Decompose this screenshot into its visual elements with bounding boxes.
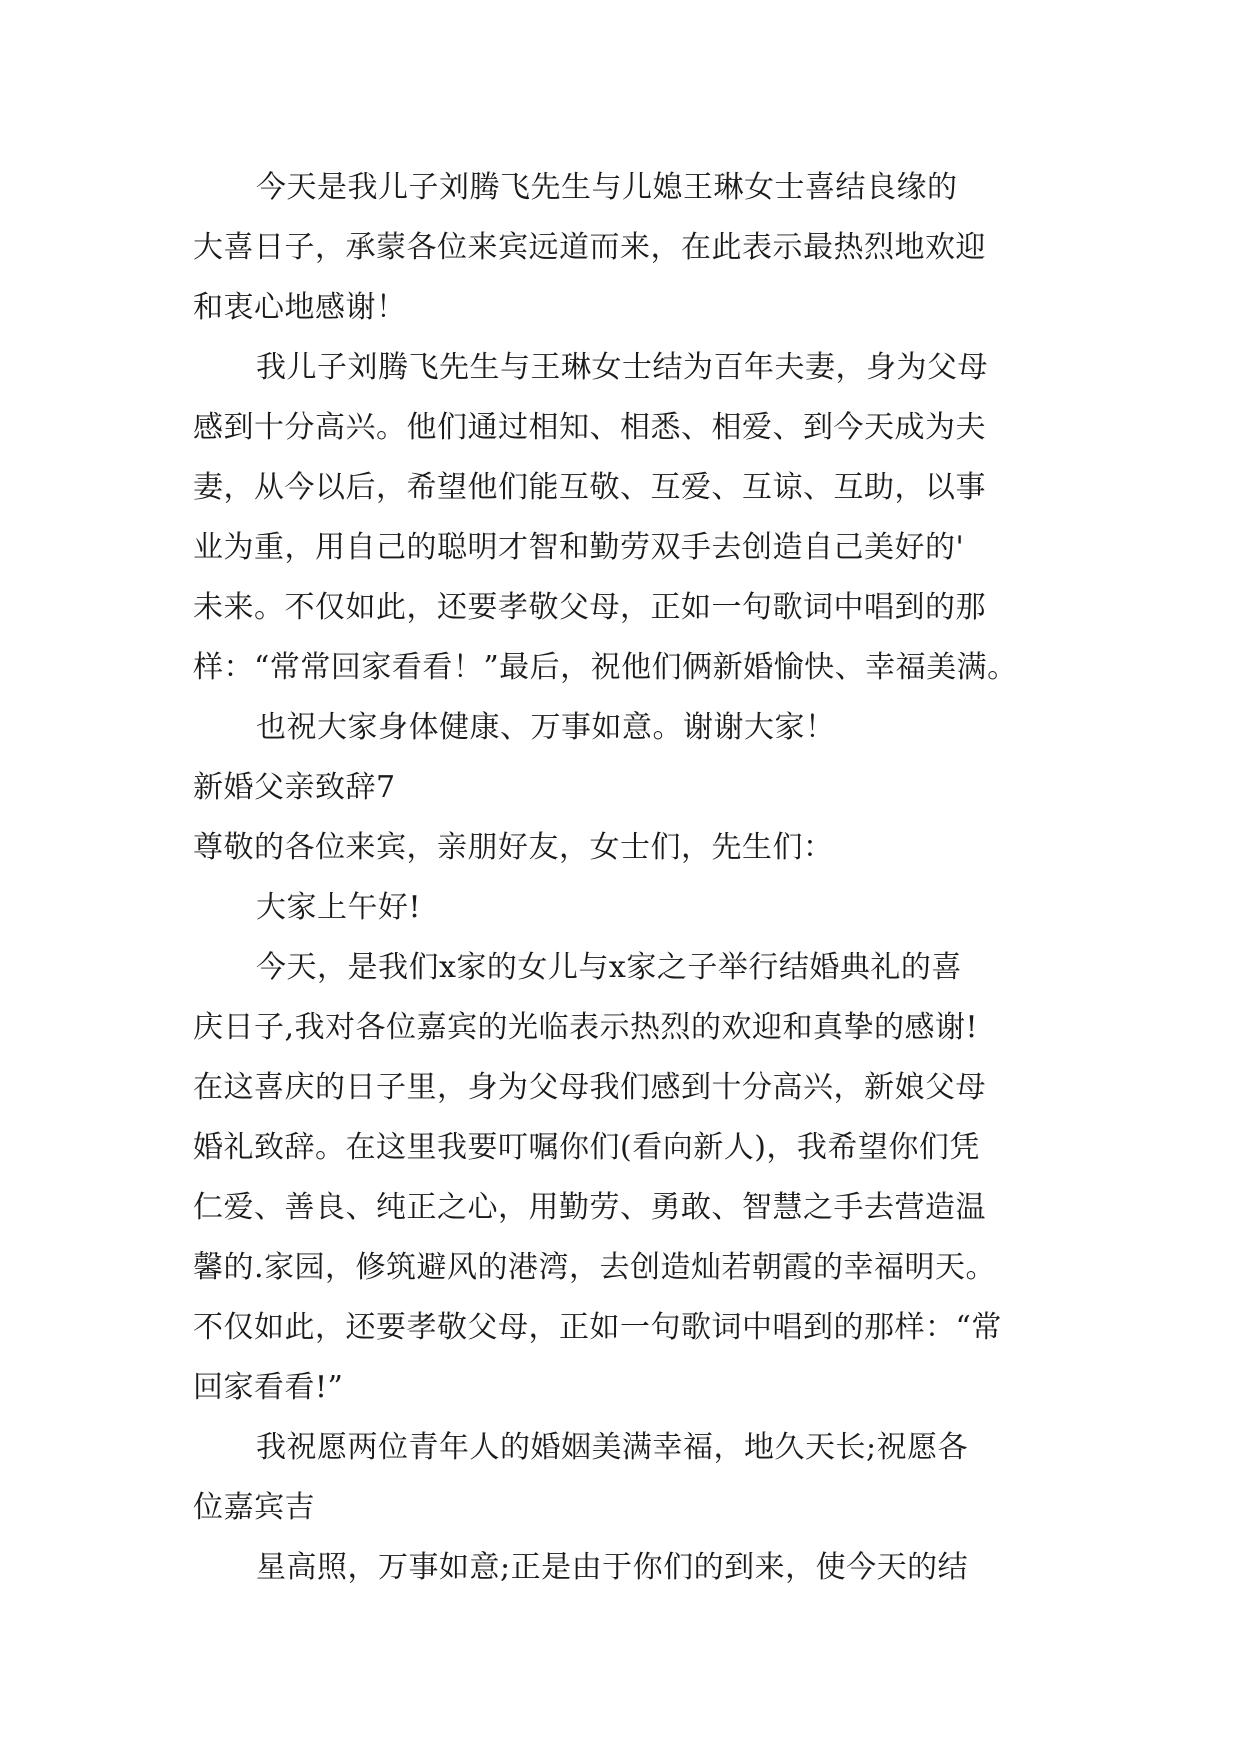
- text-line: 不仅如此，还要孝敬父母，正如一句歌词中唱到的那样：“常: [193, 1310, 1002, 1345]
- text-line: 位嘉宾吉: [193, 1490, 315, 1525]
- text-line: 馨的.家园，修筑避风的港湾，去创造灿若朝霞的幸福明天。: [193, 1250, 997, 1285]
- text-line: 感到十分高兴。他们通过相知、相悉、相爱、到今天成为夫: [193, 410, 986, 445]
- text-line: 妻，从今以后，希望他们能互敬、互爱、互谅、互助，以事: [193, 470, 986, 505]
- text-line: 我祝愿两位青年人的婚姻美满幸福，地久天长;祝愿各: [256, 1430, 969, 1465]
- text-line: 我儿子刘腾飞先生与王琳女士结为百年夫妻，身为父母: [256, 350, 988, 385]
- salutation: 尊敬的各位来宾，亲朋好友，女士们，先生们：: [193, 830, 834, 865]
- text-line: 星高照，万事如意;正是由于你们的到来，使今天的结: [256, 1550, 969, 1585]
- text-line: 今天是我儿子刘腾飞先生与儿媳王琳女士喜结良缘的: [256, 170, 958, 205]
- greeting: 大家上午好!: [256, 890, 422, 925]
- text-line: 业为重，用自己的聪明才智和勤劳双手去创造自己美好的': [193, 530, 965, 565]
- text-line: 和衷心地感谢！: [193, 290, 407, 325]
- text-line: 今天，是我们x家的女儿与x家之子举行结婚典礼的喜: [256, 950, 962, 985]
- text-line: 样：“常常回家看看！”最后，祝他们俩新婚愉快、幸福美满。: [193, 650, 1018, 685]
- text-line: 也祝大家身体健康、万事如意。谢谢大家！: [256, 710, 836, 745]
- text-line: 庆日子,我对各位嘉宾的光临表示热烈的欢迎和真挚的感谢!: [193, 1010, 979, 1045]
- text-line: 仁爱、善良、纯正之心，用勤劳、勇敢、智慧之手去营造温: [193, 1190, 986, 1225]
- text-line: 大喜日子，承蒙各位来宾远道而来，在此表示最热烈地欢迎: [193, 230, 986, 265]
- text-line: 回家看看!”: [193, 1370, 344, 1405]
- text-line: 未来。不仅如此，还要孝敬父母，正如一句歌词中唱到的那: [193, 590, 986, 625]
- section-heading: 新婚父亲致辞7: [193, 770, 396, 805]
- text-line: 婚礼致辞。在这里我要叮嘱你们(看向新人)，我希望你们凭: [193, 1130, 980, 1165]
- text-line: 在这喜庆的日子里，身为父母我们感到十分高兴，新娘父母: [193, 1070, 986, 1105]
- document-body: [193, 158, 1053, 1598]
